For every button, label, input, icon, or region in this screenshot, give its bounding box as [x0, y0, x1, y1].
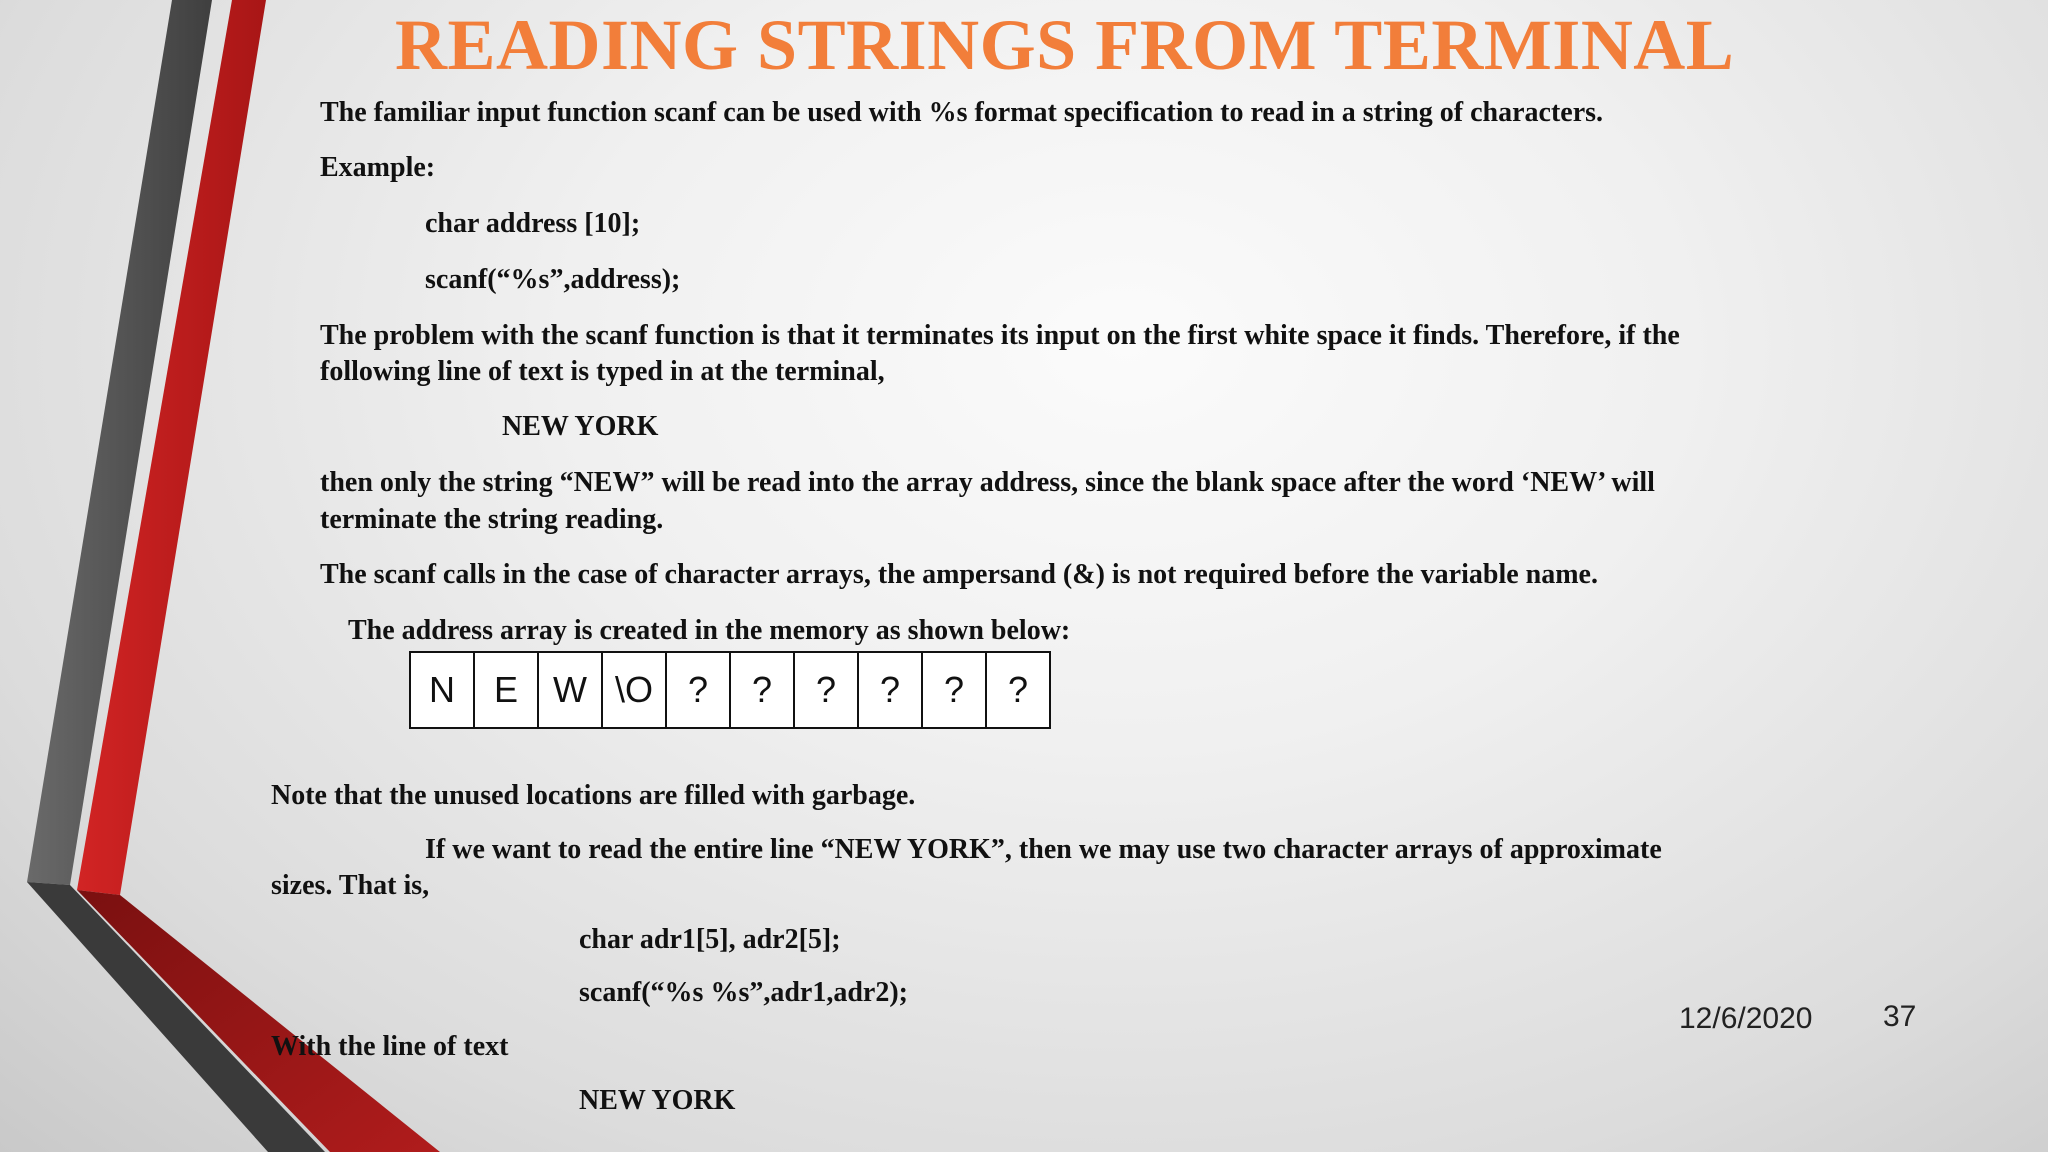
memory-cell: ?	[794, 652, 858, 728]
memory-cell: ?	[858, 652, 922, 728]
slide-date: 12/6/2020	[1679, 1002, 1813, 1035]
result-text-line2: terminate the string reading.	[320, 504, 664, 535]
memory-cell: E	[474, 652, 538, 728]
line-of-text-label: With the line of text	[271, 1031, 509, 1062]
two-arrays-text-line1: If we want to read the entire line “NEW YORK”, then we may use two character arrays of approximate	[425, 834, 1662, 865]
memory-intro-text: The address array is created in the memory as shown below:	[348, 615, 1071, 646]
memory-array-diagram	[409, 651, 1051, 729]
memory-cell: W	[538, 652, 602, 728]
problem-text-line1: The problem with the scanf function is that it terminates its input on the first white space it finds. Therefore, if the	[320, 320, 1680, 351]
code-line-two-arrays: char adr1[5], adr2[5];	[579, 924, 841, 955]
code-line-scanf-two: scanf(“%s %s”,adr1,adr2);	[579, 977, 908, 1008]
code-line-scanf: scanf(“%s”,address);	[425, 264, 681, 295]
garbage-note: Note that the unused locations are filled with garbage.	[271, 780, 916, 811]
slide-number: 37	[1883, 1000, 1917, 1033]
code-line-declaration: char address [10];	[425, 208, 641, 239]
memory-cell: N	[410, 652, 474, 728]
memory-cell: \O	[602, 652, 666, 728]
slide-title: READING STRINGS FROM TERMINAL	[395, 5, 1735, 85]
input-example-text: NEW YORK	[502, 411, 659, 442]
memory-cell: ?	[922, 652, 986, 728]
memory-cell: ?	[730, 652, 794, 728]
intro-text: The familiar input function scanf can be used with %s format specification to read in a string of characters.	[320, 97, 1604, 128]
input-example-text-2: NEW YORK	[579, 1085, 736, 1116]
memory-cell: ?	[666, 652, 730, 728]
two-arrays-text-line2: sizes. That is,	[271, 870, 430, 901]
example-label: Example:	[320, 152, 436, 183]
problem-text-line2: following line of text is typed in at the terminal,	[320, 356, 885, 387]
memory-cell: ?	[986, 652, 1050, 728]
ampersand-note: The scanf calls in the case of character arrays, the ampersand (&) is not required before the variable name.	[320, 559, 1598, 590]
result-text-line1: then only the string “NEW” will be read into the array address, since the blank space after the word ‘NEW’ will	[320, 467, 1655, 498]
gray-bar-lower	[27, 882, 325, 1152]
